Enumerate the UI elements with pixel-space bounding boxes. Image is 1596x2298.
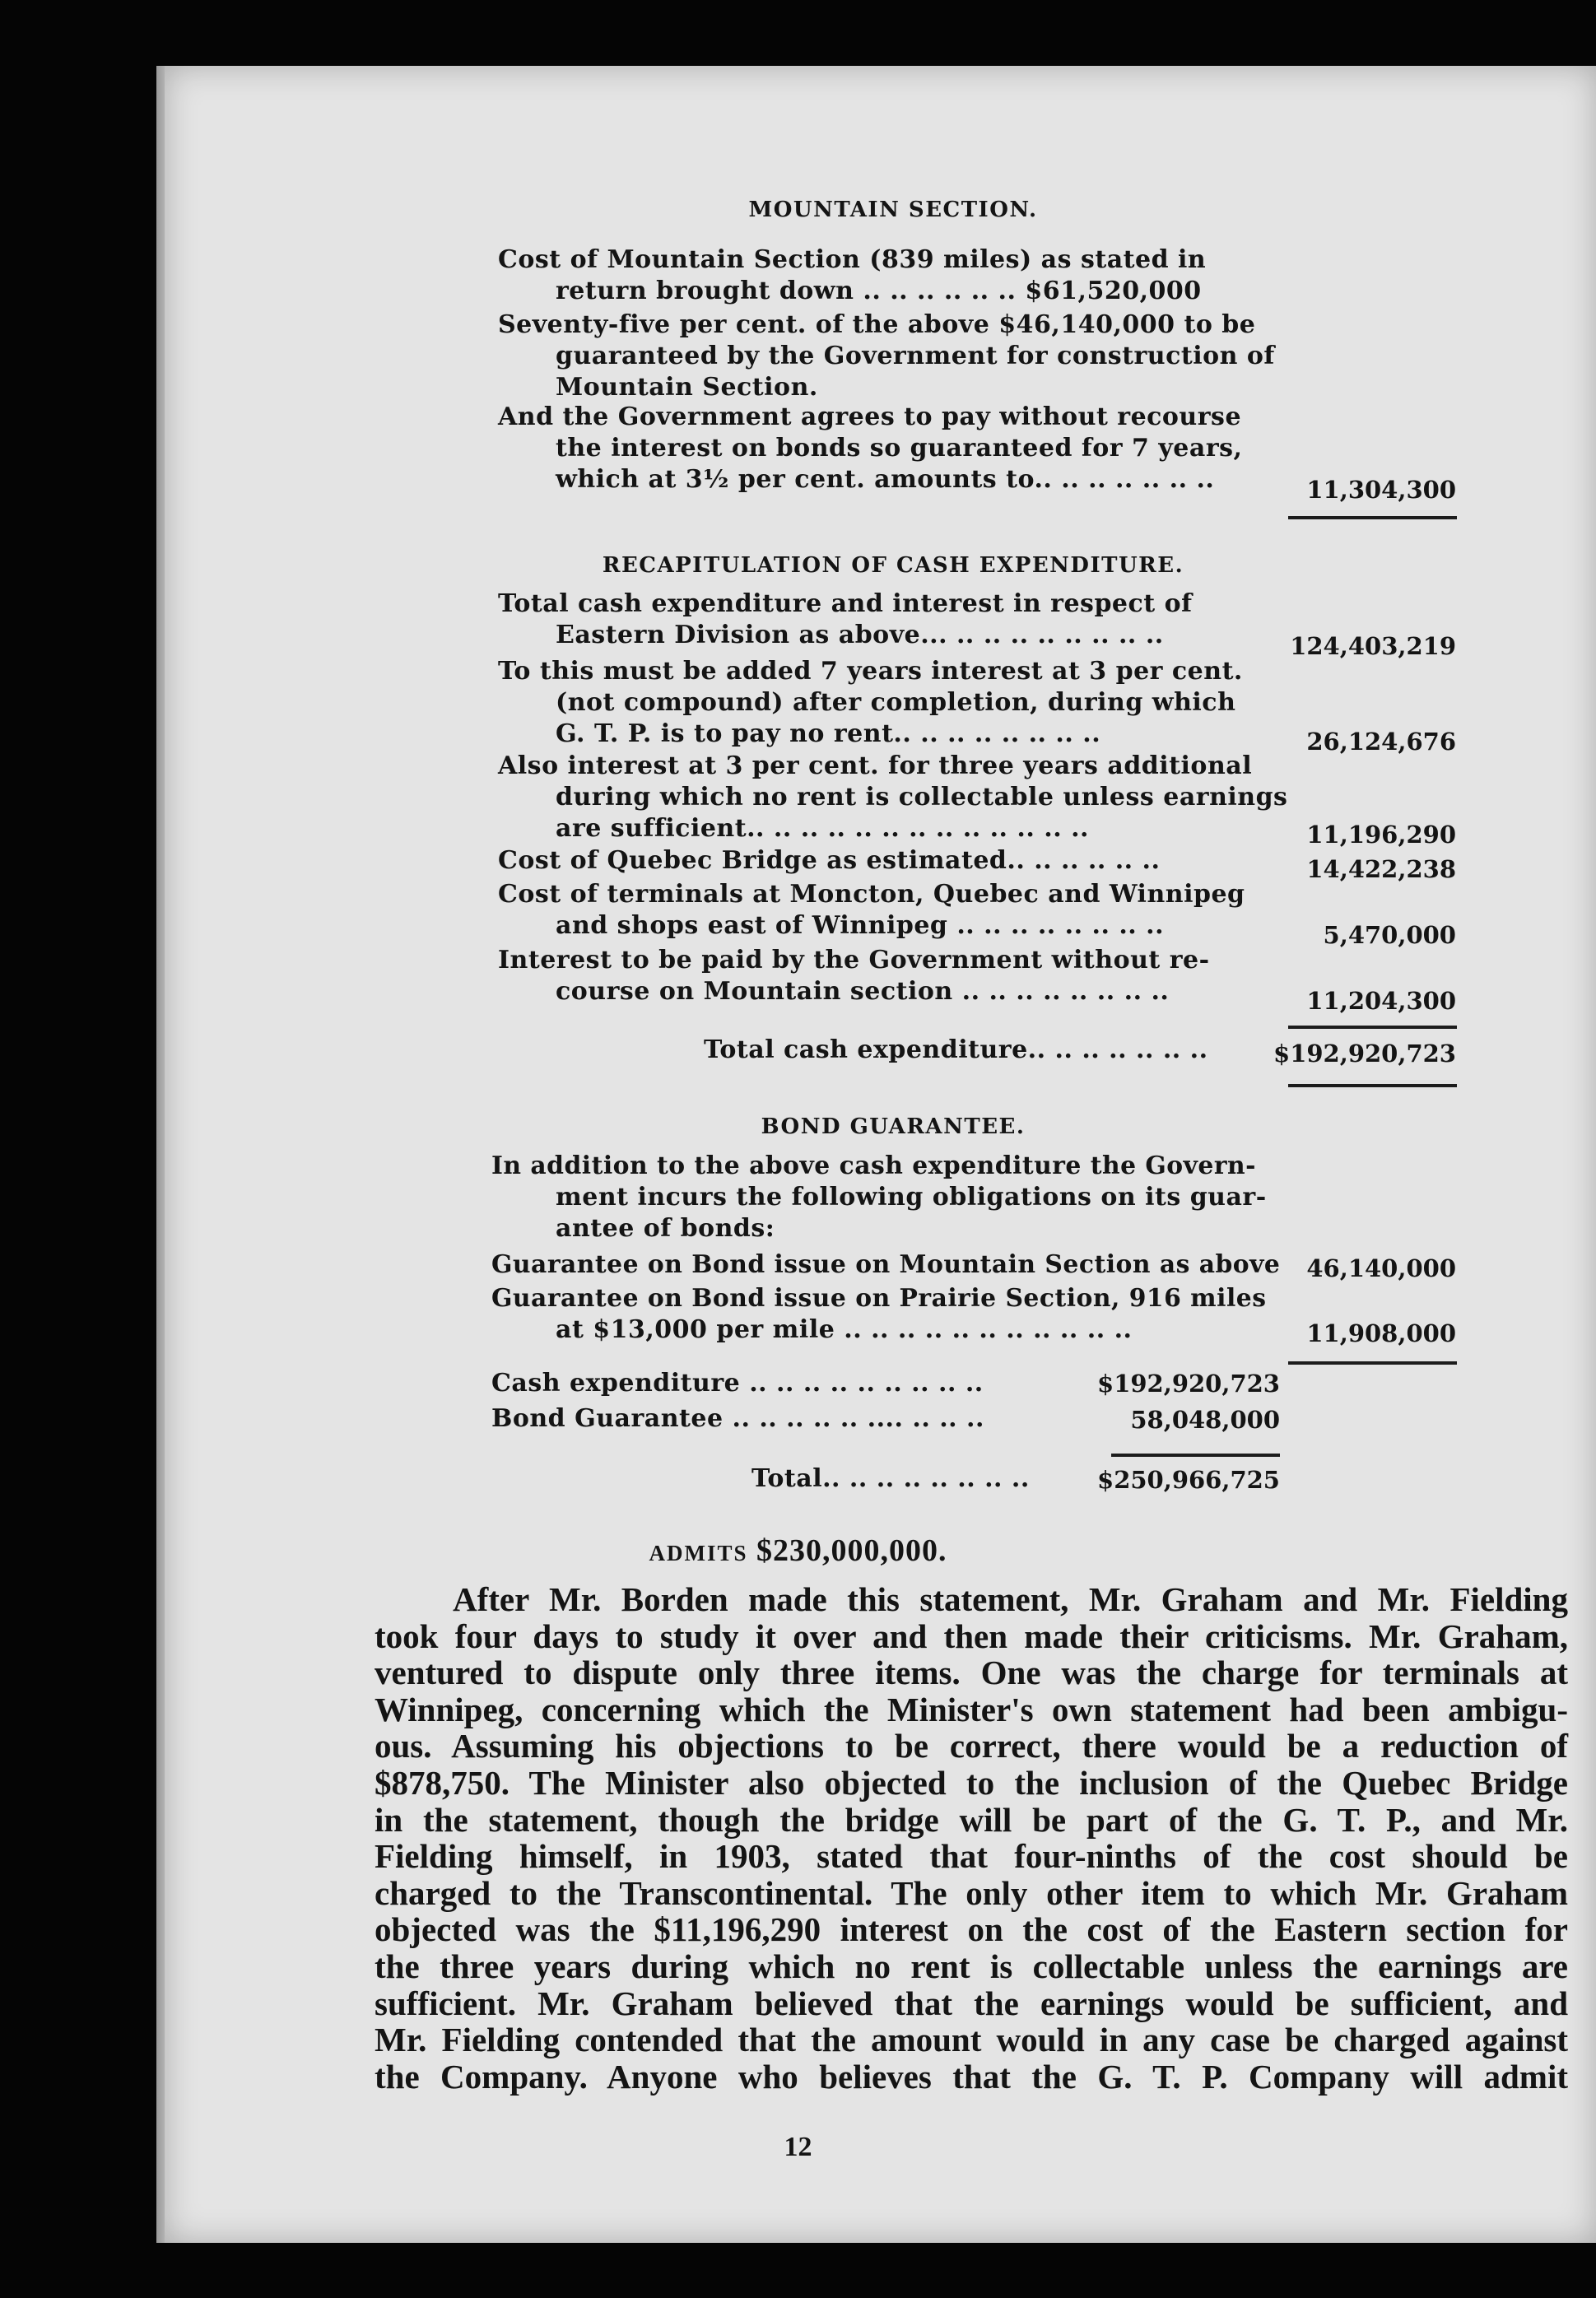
item-line: course on Mountain section .. .. .. .. .. .. .. .. — [556, 977, 1170, 1006]
recap-item-2 — [498, 656, 1288, 750]
item-line: Guarantee on Bond issue on Mountain Section as above — [491, 1250, 1281, 1279]
paragraph-line: After Mr. Borden made this statement, Mr. Graham and Mr. Fielding — [453, 1580, 1568, 1618]
item-line: (not compound) after completion, during which — [556, 688, 1236, 717]
mountain-interest-amount: 11,304,300 — [1306, 476, 1456, 504]
recap-amount-1: 124,403,219 — [1290, 632, 1456, 660]
bond-guarantee-heading: BOND GUARANTEE. — [761, 1114, 1026, 1139]
recap-item-6 — [498, 945, 1288, 1007]
recap-item-3 — [498, 751, 1288, 844]
recap-item-4 — [498, 845, 1288, 877]
divider-rule — [1111, 1454, 1280, 1457]
item-line: which at 3½ per cent. amounts to.. .. .. .. .. .. .. — [556, 465, 1215, 494]
item-line: the interest on bonds so guaranteed for 7 years, — [556, 434, 1243, 463]
item-line: are sufficient.. .. .. .. .. .. .. .. .. .. .. .. .. — [556, 814, 1089, 843]
divider-rule — [1288, 1084, 1457, 1087]
item-line: and shops east of Winnipeg .. .. .. .. .. .. .. .. — [556, 911, 1165, 940]
item-line: Mountain Section. — [556, 373, 818, 402]
paragraph-line: objected was the $11,196,290 interest on the cost of the Eastern section for — [375, 1910, 1568, 1949]
grand-total-label: Total.. .. .. .. .. .. .. .. — [751, 1464, 1030, 1493]
paragraph-line: the Company. Anyone who believes that the G. T. P. Company will admit — [375, 2057, 1568, 2096]
paragraph-line: in the statement, though the bridge will be part of the G. T. P., and Mr. — [375, 1800, 1568, 1839]
total-cash-amount: $192,920,723 — [1273, 1040, 1456, 1068]
total-cash-label: Total cash expenditure.. .. .. .. .. .. .. — [704, 1035, 1208, 1064]
item-line: ment incurs the following obligations on its guar- — [556, 1183, 1267, 1212]
recap-amount-3: 11,196,290 — [1306, 821, 1456, 849]
paragraph-line: Mr. Fielding contended that the amount would in any case be charged against — [375, 2021, 1568, 2059]
mountain-item-1 — [498, 244, 1288, 307]
paragraph-line: ous. Assuming his objections to be correct, there would be a reduction of — [375, 1727, 1568, 1765]
divider-rule — [1288, 1361, 1457, 1365]
bond-guarantee-label: Bond Guarantee .. .. .. .. .. .... .. .. .. — [491, 1404, 984, 1433]
item-line: In addition to the above cash expenditure the Govern- — [491, 1151, 1257, 1180]
recap-item-1 — [498, 588, 1288, 651]
mountain-section-heading: MOUNTAIN SECTION. — [748, 198, 1038, 222]
recap-amount-6: 11,204,300 — [1306, 987, 1456, 1015]
mountain-item-2 — [498, 309, 1288, 403]
body-paragraph — [375, 1581, 1568, 2095]
admits-label: ADMITS — [649, 1541, 748, 1565]
paragraph-line: Fielding himself, in 1903, stated that four-ninths of the cost should be — [375, 1837, 1568, 1876]
paragraph-line: took four days to study it over and then made their criticisms. Mr. Graham, — [375, 1617, 1568, 1655]
bond-amount-1: 46,140,000 — [1306, 1254, 1456, 1282]
paragraph-line: charged to the Transcontinental. The only other item to which Mr. Graham — [375, 1873, 1568, 1912]
item-line: Cost of Quebec Bridge as estimated.. .. .. .. .. .. — [498, 846, 1161, 875]
item-line: Interest to be paid by the Government without re- — [498, 946, 1210, 975]
bond-intro — [491, 1151, 1288, 1244]
item-line: Eastern Division as above... .. .. .. .. .. .. .. .. — [556, 621, 1164, 649]
paragraph-line: Winnipeg, concerning which the Minister's own statement had been ambigu- — [375, 1690, 1568, 1728]
recapitulation-heading: RECAPITULATION OF CASH EXPENDITURE. — [602, 553, 1184, 578]
recap-amount-4: 14,422,238 — [1306, 855, 1456, 883]
paragraph-line: ventured to dispute only three items. One was the charge for terminals at — [375, 1654, 1568, 1692]
item-line: And the Government agrees to pay without recourse — [498, 402, 1242, 431]
item-line: Cost of terminals at Moncton, Quebec and Winnipeg — [498, 880, 1245, 909]
item-line: G. T. P. is to pay no rent.. .. .. .. .. .. .. .. — [556, 719, 1101, 748]
page-number: 12 — [784, 2132, 812, 2162]
item-line: Cost of Mountain Section (839 miles) as stated in — [498, 245, 1207, 274]
paragraph-line: the three years during which no rent is collectable unless the earnings are — [375, 1947, 1568, 1985]
item-line: at $13,000 per mile .. .. .. .. .. .. .. .. .. .. .. — [556, 1315, 1133, 1344]
paragraph-line: sufficient. Mr. Graham believed that the earnings would be sufficient, and — [375, 1984, 1568, 2022]
item-line: Also interest at 3 per cent. for three years additional — [498, 751, 1253, 780]
item-line: during which no rent is collectable unless earnings — [556, 783, 1288, 812]
cash-expenditure-label: Cash expenditure .. .. .. .. .. .. .. .. .. — [491, 1369, 984, 1398]
bond-item-2 — [491, 1283, 1288, 1346]
paragraph-line: $878,750. The Minister also objected to the inclusion of the Quebec Bridge — [375, 1763, 1568, 1802]
item-line: antee of bonds: — [556, 1214, 775, 1243]
grand-total-amount: $250,966,725 — [1097, 1466, 1280, 1494]
recap-amount-2: 26,124,676 — [1306, 728, 1456, 756]
item-line: To this must be added 7 years interest at 3 per cent. — [498, 657, 1243, 686]
item-line: return brought down .. .. .. .. .. .. $61,520,000 — [556, 277, 1202, 305]
mountain-item-3 — [498, 402, 1288, 495]
recap-item-5 — [498, 879, 1288, 942]
admits-heading — [0, 1533, 1596, 1569]
cash-expenditure-amount: $192,920,723 — [1097, 1370, 1280, 1398]
divider-rule — [1288, 516, 1457, 519]
recap-amount-5: 5,470,000 — [1323, 921, 1456, 949]
item-line: Seventy-five per cent. of the above $46,140,000 to be — [498, 310, 1256, 339]
bond-guarantee-amount: 58,048,000 — [1130, 1406, 1280, 1434]
item-line: Guarantee on Bond issue on Prairie Section, 916 miles — [491, 1284, 1267, 1313]
admits-amount: $230,000,000. — [756, 1533, 947, 1568]
item-line: guaranteed by the Government for construction of — [556, 342, 1275, 370]
bond-amount-2: 11,908,000 — [1306, 1319, 1456, 1347]
item-line: Total cash expenditure and interest in respect of — [498, 589, 1193, 618]
bond-item-1 — [491, 1249, 1288, 1281]
divider-rule — [1288, 1026, 1457, 1029]
